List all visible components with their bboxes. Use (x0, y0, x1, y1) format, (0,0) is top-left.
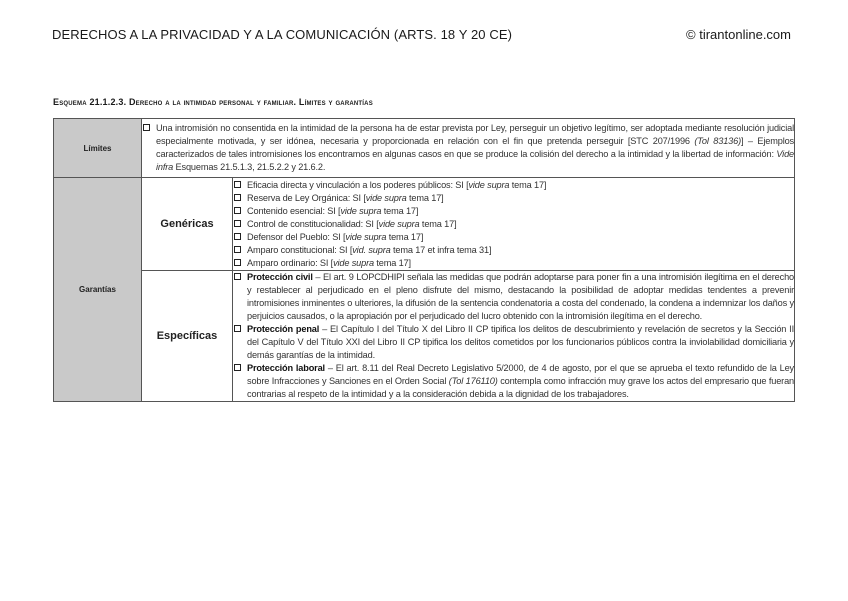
label-genericas: Genéricas (142, 178, 233, 271)
checkbox-bullet-icon (234, 364, 241, 371)
checkbox-bullet-icon (234, 233, 241, 240)
list-item: Contenido esencial: SI [vide supra tema 17] (233, 205, 794, 218)
row-garantias-especificas (54, 271, 795, 402)
list-item-penal: Protección penal – El Capítulo I del Título X del Libro II CP tipifica los delitos de descubrimiento y revelación de secretos y la Sección II del Capítulo V del Título XXI del Libro II CP tipifica los delitos cometidos por los funcionarios públicos contra la inviolabilidad domiciliaria y demás garantías de la intimidad. (233, 323, 794, 362)
checkbox-bullet-icon (234, 220, 241, 227)
scheme-caption: Esquema 21.1.2.3. Derecho a la intimidad personal y familiar. Límites y garantías (53, 97, 373, 107)
running-header-title: DERECHOS A LA PRIVACIDAD Y A LA COMUNICACIÓN (ARTS. 18 Y 20 CE) (52, 27, 513, 42)
checkbox-bullet-icon (234, 207, 241, 214)
list-item-laboral: Protección laboral – El art. 8.11 del Real Decreto Legislativo 5/2000, de 4 de agosto, por el que se aprueba el texto refundido de la Ley sobre Infracciones y Sanciones en el Orden Social (Tol 176110) contempla como infracción muy grave los actos del empresario que fueran contrarias al respeto de la intimidad y a la consideración debida a la dignidad de los trabajadores. (233, 362, 794, 401)
checkbox-bullet-icon (234, 273, 241, 280)
scheme-table (53, 118, 795, 402)
list-item: Una intromisión no consentida en la intimidad de la persona ha de estar prevista por Ley, perseguir un objetivo legítimo, ser adoptada mediante resolución judicial especialmente motivada, y ser idónea, necesaria y proporcionada en relación con el fin que pretenda perseguir [STC 207/1996 (Tol 83136)] – Ejemplos caracterizados de tales intromisiones los encontramos en algunas casos en que se produce la colisión del derecho a la intimidad y la libertad de información: Vide infra Esquemas 21.5.1.3, 21.5.2.2 y 21.6.2. (142, 122, 794, 174)
list-item: Amparo ordinario: SI [vide supra tema 17] (233, 257, 794, 270)
row-garantias-genericas (54, 178, 795, 271)
label-garantias: Garantías (54, 178, 142, 402)
label-especificas: Específicas (142, 271, 233, 402)
checkbox-bullet-icon (234, 259, 241, 266)
limites-content (142, 119, 795, 178)
label-limites: Límites (54, 119, 142, 178)
list-item: Control de constitucionalidad: SI [vide supra tema 17] (233, 218, 794, 231)
checkbox-bullet-icon (143, 124, 150, 131)
row-limites (54, 119, 795, 178)
checkbox-bullet-icon (234, 181, 241, 188)
list-item: Defensor del Pueblo: SI [vide supra tema 17] (233, 231, 794, 244)
checkbox-bullet-icon (234, 325, 241, 332)
list-item-civil: Protección civil – El art. 9 LOPCDHIPI señala las medidas que podrán adoptarse para poner fin a una intromisión ilegítima en el derecho y restablecer al perjudicado en el pleno disfrute del mismo, destacando la posibilidad de adoptar medidas tendentes a prevenir intromisiones inminentes o ulteriores, la difusión de la sentencia condenatoria a costa del condenado, la condena a indemnizar los daños y perjuicios causados, o la apropiación por el perjudicado del lucro obtenido con la intromisión ilegítima en el derecho. (233, 271, 794, 323)
genericas-content (233, 178, 795, 271)
running-header-copyright: © tirantonline.com (686, 27, 791, 42)
especificas-content (233, 271, 795, 402)
list-item: Amparo constitucional: SI [vid. supra tema 17 et infra tema 31] (233, 244, 794, 257)
list-item: Reserva de Ley Orgánica: SI [vide supra tema 17] (233, 192, 794, 205)
checkbox-bullet-icon (234, 246, 241, 253)
checkbox-bullet-icon (234, 194, 241, 201)
list-item: Eficacia directa y vinculación a los poderes públicos: SI [vide supra tema 17] (233, 179, 794, 192)
